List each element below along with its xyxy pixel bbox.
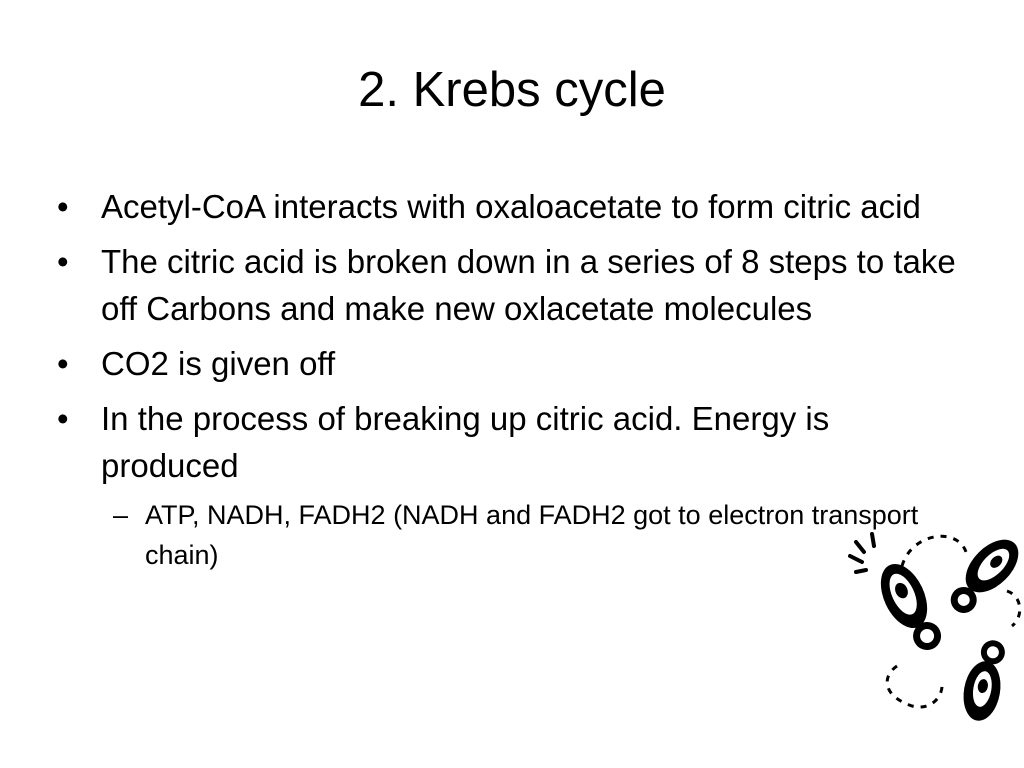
footprints-icon (842, 526, 1024, 726)
bullet-text: In the process of breaking up citric acid. Energy is produced (101, 400, 830, 484)
bullet-item (57, 340, 962, 387)
sub-bullet-text: ATP, NADH, FADH2 (NADH and FADH2 got to electron transport chain) (145, 500, 919, 570)
bullet-text: CO2 is given off (101, 345, 336, 382)
sub-bullet-list (101, 495, 962, 575)
bullet-text: The citric acid is broken down in a series of 8 steps to take off Carbons and make new oxlacetate molecules (101, 243, 956, 327)
bullet-marker: • (57, 188, 69, 225)
sub-bullet-marker: – (113, 500, 129, 530)
slide-title: 2. Krebs cycle (358, 63, 666, 117)
bullet-marker: • (57, 345, 69, 382)
bullet-item (57, 238, 962, 332)
bullet-marker: • (57, 243, 69, 280)
bullet-item (57, 183, 962, 230)
bullet-item (57, 395, 962, 575)
sub-bullet-item (100, 495, 962, 575)
bullet-marker: • (57, 400, 69, 437)
bullet-text: Acetyl-CoA interacts with oxaloacetate to form citric acid (101, 188, 921, 225)
bullet-list (57, 183, 962, 583)
